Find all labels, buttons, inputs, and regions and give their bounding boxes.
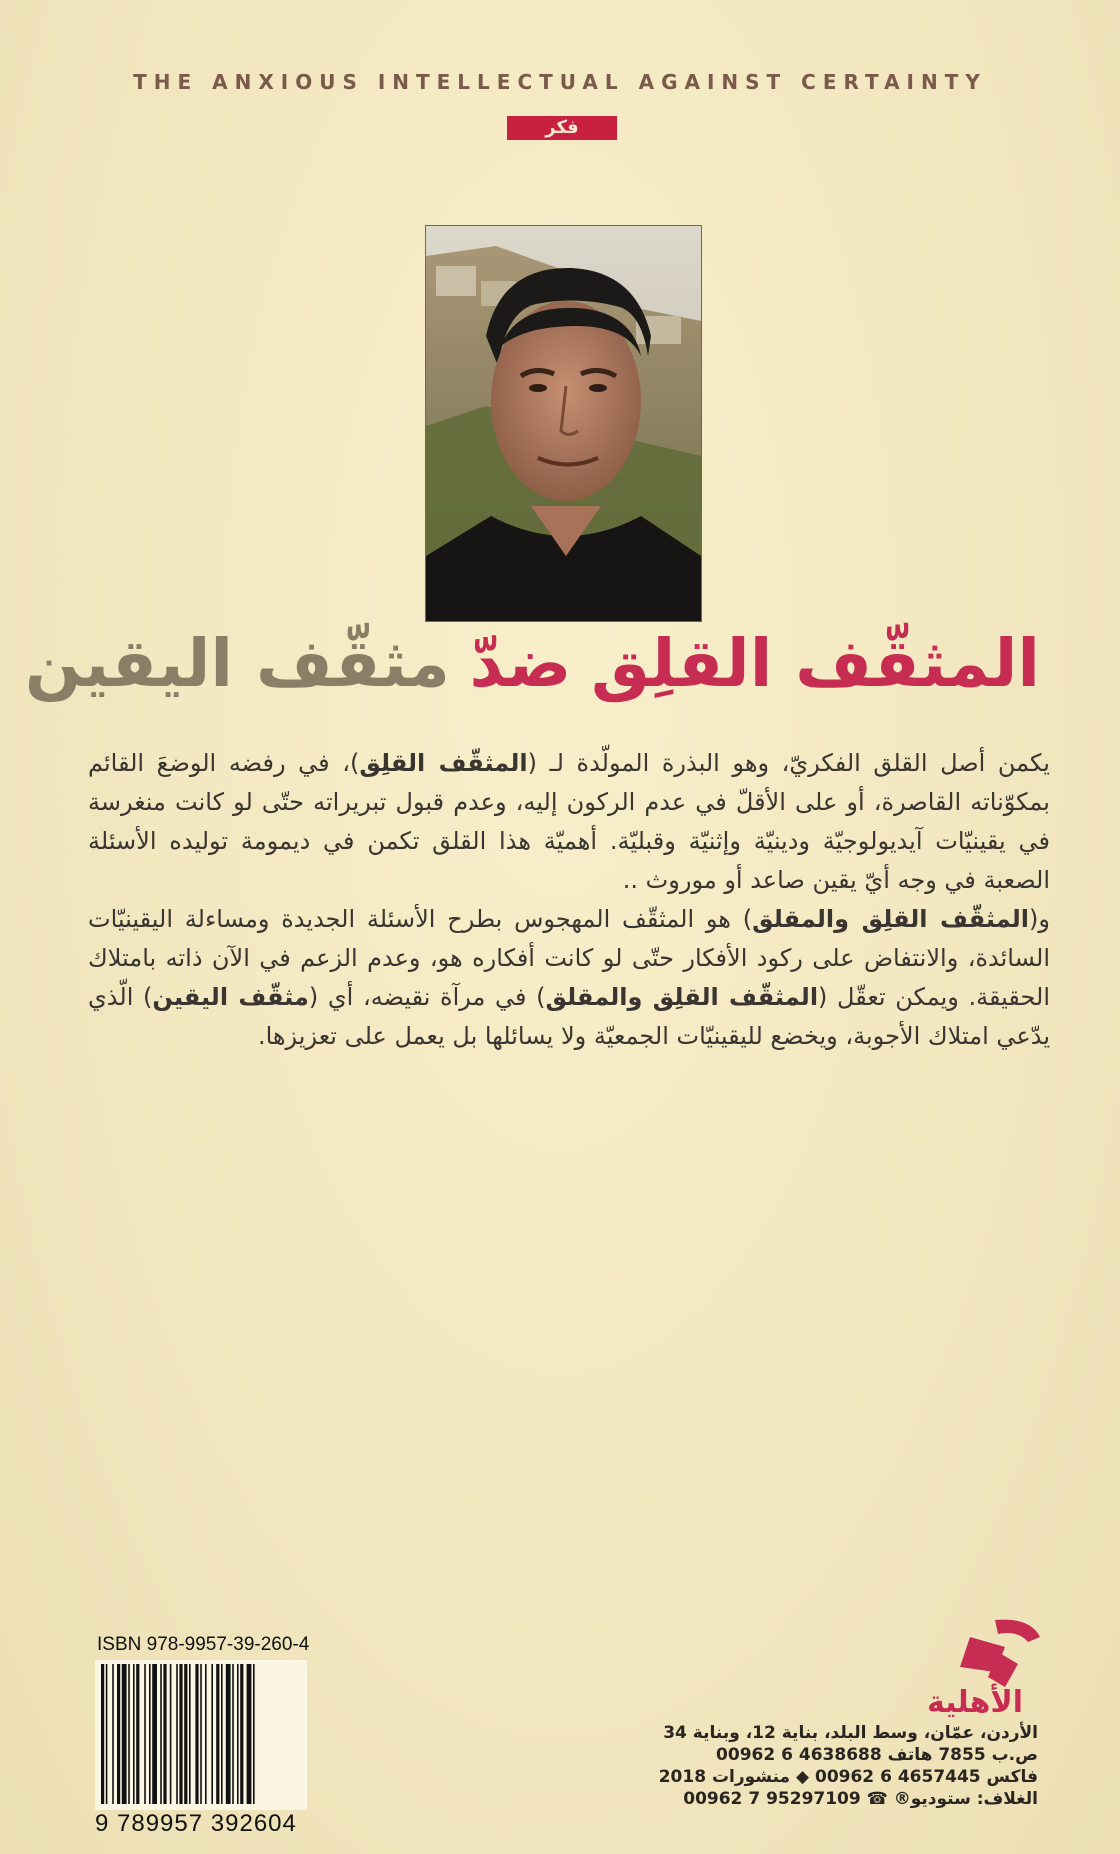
barcode-bar — [112, 1664, 114, 1804]
barcode-bar — [232, 1664, 234, 1804]
barcode-bar — [101, 1664, 104, 1804]
barcode-bar — [106, 1664, 108, 1804]
barcode-bar — [205, 1664, 207, 1804]
barcode-bar — [122, 1664, 127, 1804]
barcode-bar — [237, 1664, 239, 1804]
barcode-bar — [226, 1664, 231, 1804]
author-photo — [425, 225, 702, 622]
logo-text: الأهلية — [926, 1685, 1024, 1720]
barcode-number: 9 789957 392604 — [95, 1810, 297, 1837]
blurb-paragraph-1: يكمن أصل القلق الفكريّ، وهو البذرة المولّدة لـ (المثقّف القلِق)، في رفضه الوضعَ القائم بمكوّناته القاصرة، أو على الأقلّ في عدم الركون إليه، وعدم قبول تبريراته حتّى لو كانت منغرسة في يقينيّات آيديولوجيّة ودينيّة وإثنيّة وقبليّة. أهميّة هذا القلق تكمن في ديمومة توليده الأسئلة الصعبة في وجه أيّ يقين صاعد أو موروث .. — [88, 749, 1050, 894]
blurb-text — [88, 744, 1050, 1056]
barcode-bar — [149, 1664, 151, 1804]
address-line-2: ص.ب 7855 هاتف 4638688 6 00962 — [716, 1745, 1038, 1765]
barcode-bar — [216, 1664, 219, 1804]
barcode-bar — [240, 1664, 243, 1804]
series-badge: فكر — [507, 116, 617, 140]
barcode-bar — [200, 1664, 202, 1804]
barcode-bar — [247, 1664, 252, 1804]
english-title: THE ANXIOUS INTELLECTUAL AGAINST CERTAINTY — [133, 70, 987, 94]
barcode-bar — [179, 1664, 182, 1804]
barcode — [95, 1660, 307, 1810]
barcode-bar — [128, 1664, 130, 1804]
book-title — [24, 625, 1040, 725]
barcode-bar — [195, 1664, 198, 1804]
title-part-anxious: المثقّف القلِق — [590, 625, 1040, 702]
barcode-bar — [221, 1664, 223, 1804]
publisher-logo — [900, 1612, 1050, 1722]
title-connector: ضدّ — [469, 625, 572, 702]
barcode-bar — [170, 1664, 172, 1804]
barcode-bar — [117, 1664, 120, 1804]
barcode-bar — [176, 1664, 178, 1804]
barcode-bar — [189, 1664, 191, 1804]
blurb-paragraph-2: و(المثقّف القلِق والمقلق) هو المثقّف المهجوس بطرح الأسئلة الجديدة ومساءلة اليقينيّات السائدة، والانتفاض على ركود الأفكار حتّى لو كانت أفكاره هو، وعدم الزعم في الآن ذاته بامتلاك الحقيقة. ويمكن تعقّل (المثقّف القلِق والمقلق) في مرآة نقيضه، أي (مثقّف اليقين) الّذي يدّعي امتلاك الأجوبة، ويخضع لليقينيّات الجمعيّة ولا يسائلها بل يعمل على تعزيزها. — [88, 905, 1050, 1050]
barcode-bar — [136, 1664, 139, 1804]
barcode-bar — [253, 1664, 255, 1804]
barcode-bar — [163, 1664, 166, 1804]
title-part-certainty: مثقّف اليقين — [24, 625, 450, 702]
barcode-bar — [152, 1664, 157, 1804]
barcode-bar — [160, 1664, 162, 1804]
barcode-bar — [184, 1664, 187, 1804]
address-line-4: الغلاف: ستوديو® ☎ 95297109 7 00962 — [683, 1789, 1038, 1809]
address-line-3: فاكس 4657445 6 00962 ◆ منشورات 2018 — [658, 1767, 1038, 1787]
barcode-bar — [133, 1664, 135, 1804]
barcode-bar — [211, 1664, 213, 1804]
address-line-1: الأردن، عمّان، وسط البلد، بناية 12، وبناية 34 — [663, 1723, 1038, 1743]
isbn-label: ISBN 978-9957-39-260-4 — [97, 1634, 310, 1655]
publisher-address — [618, 1722, 1038, 1810]
barcode-bar — [144, 1664, 146, 1804]
